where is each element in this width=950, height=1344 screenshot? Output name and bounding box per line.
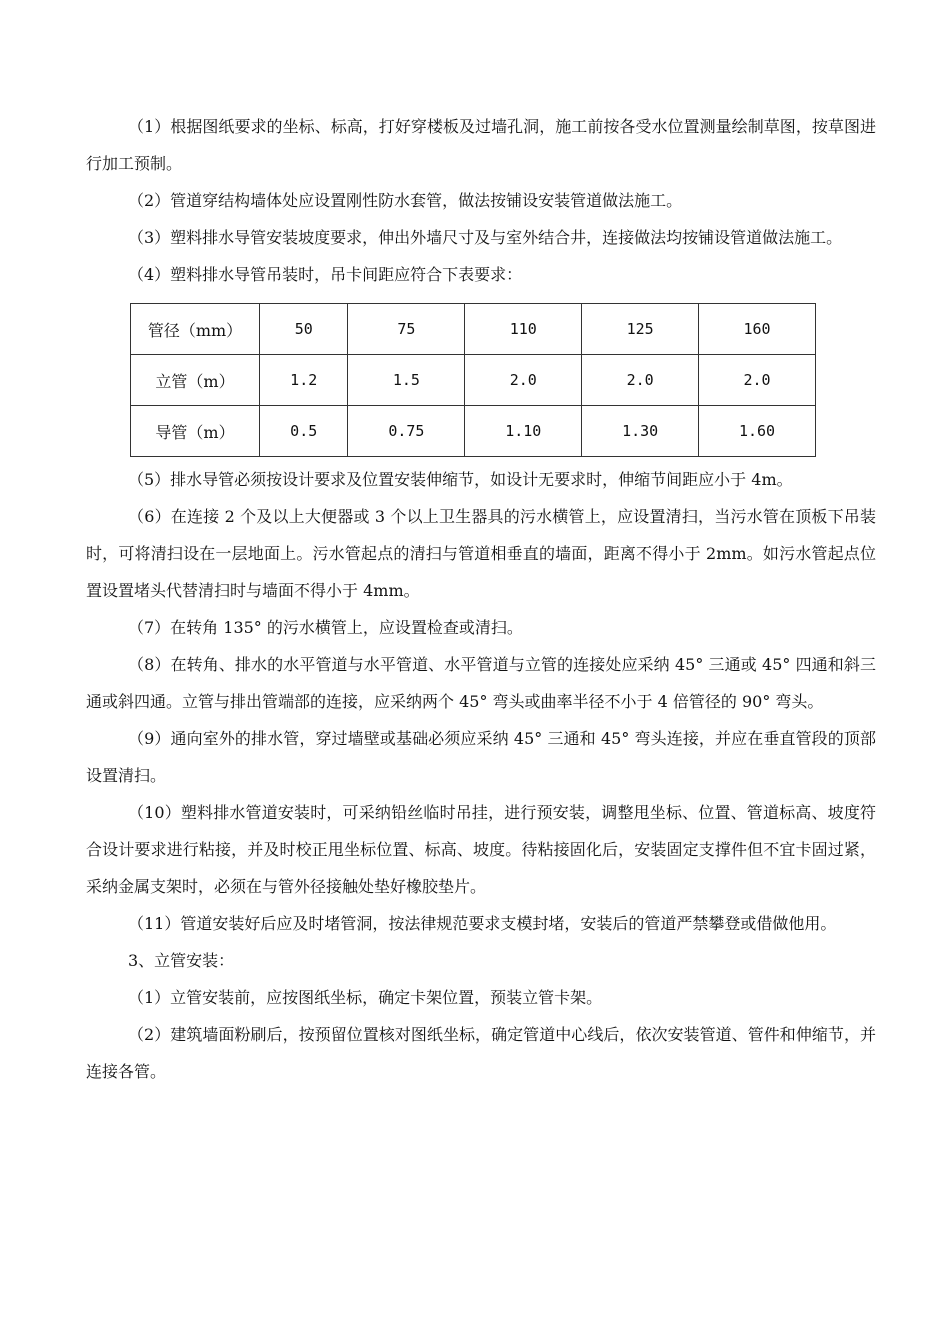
document-body [86, 108, 876, 1090]
section-heading: 3、立管安装： [128, 951, 235, 970]
paragraph-6: （6）在连接 2 个及以上大便器或 3 个以上卫生器具的污水横管上，应设置清扫，当污水管在顶板下吊装时，可将清扫设在一层地面上。污水管起点的清扫与管道相垂直的墙面，距离不得小于 2mm。如污水管起点位置设置堵头代替清扫时与墙面不得小于 4mm。 [86, 507, 876, 600]
table-cell: 1.60 [699, 406, 816, 457]
table-cell: 1.5 [348, 355, 465, 406]
table-cell: 75 [348, 304, 465, 355]
table-cell: 2.0 [465, 355, 582, 406]
table-cell: 125 [582, 304, 699, 355]
paragraph-11: （11）管道安装好后应及时堵管洞，按法律规范要求支模封堵，安装后的管道严禁攀登或借做他用。 [128, 914, 837, 933]
table-row [131, 355, 816, 406]
paragraph-3: （3）塑料排水导管安装坡度要求，伸出外墙尺寸及与室外结合井，连接做法均按铺设管道做法施工。 [128, 228, 843, 247]
table-cell: 导管（m） [131, 406, 260, 457]
table-cell: 1.2 [260, 355, 348, 406]
table-row [131, 406, 816, 457]
paragraph-4: （4）塑料排水导管吊装时，吊卡间距应符合下表要求： [128, 265, 523, 284]
table-cell: 0.75 [348, 406, 465, 457]
hanger-spacing-table [130, 303, 816, 457]
paragraph-7: （7）在转角 135° 的污水横管上，应设置检查或清扫。 [128, 618, 523, 637]
table-cell: 管径（mm） [131, 304, 260, 355]
paragraph-10: （10）塑料排水管道安装时，可采纳铅丝临时吊挂，进行预安装，调整甩坐标、位置、管道标高、坡度符合设计要求进行粘接，并及时校正甩坐标位置、标高、坡度。待粘接固化后，安装固定支撑件但不宜卡固过紧，采纳金属支架时，必须在与管外径接触处垫好橡胶垫片。 [86, 803, 876, 896]
table-cell: 110 [465, 304, 582, 355]
table-cell: 160 [699, 304, 816, 355]
paragraph-12: （1）立管安装前，应按图纸坐标，确定卡架位置，预装立管卡架。 [128, 988, 603, 1007]
table-cell: 0.5 [260, 406, 348, 457]
paragraph-13: （2）建筑墙面粉刷后，按预留位置核对图纸坐标，确定管道中心线后，依次安装管道、管件和伸缩节，并连接各管。 [86, 1025, 876, 1081]
table-cell: 1.10 [465, 406, 582, 457]
table-cell: 2.0 [699, 355, 816, 406]
table-cell: 2.0 [582, 355, 699, 406]
table-cell: 1.30 [582, 406, 699, 457]
paragraph-1: （1）根据图纸要求的坐标、标高，打好穿楼板及过墙孔洞，施工前按各受水位置测量绘制草图，按草图进行加工预制。 [86, 117, 876, 173]
paragraph-2: （2）管道穿结构墙体处应设置刚性防水套管，做法按铺设安装管道做法施工。 [128, 191, 683, 210]
paragraph-9: （9）通向室外的排水管，穿过墙壁或基础必须应采纳 45° 三通和 45° 弯头连接，并应在垂直管段的顶部设置清扫。 [86, 729, 876, 785]
paragraph-8: （8）在转角、排水的水平管道与水平管道、水平管道与立管的连接处应采纳 45° 三通或 45° 四通和斜三通或斜四通。立管与排出管端部的连接，应采纳两个 45° 弯头或曲率半径不小于 4 倍管径的 90° 弯头。 [86, 655, 876, 711]
table-cell: 50 [260, 304, 348, 355]
table-cell: 立管（m） [131, 355, 260, 406]
table-row [131, 304, 816, 355]
paragraph-5: （5）排水导管必须按设计要求及位置安装伸缩节，如设计无要求时，伸缩节间距应小于 4m。 [128, 470, 793, 489]
